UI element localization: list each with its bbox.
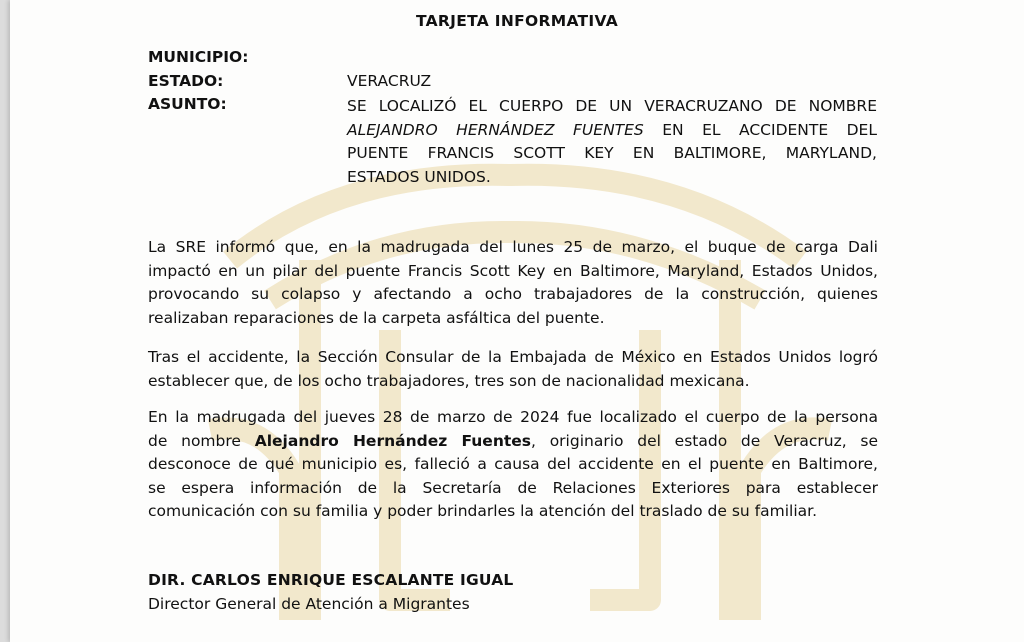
p2-line-2: establecer que, de los ocho trabajadores, tres son de nacionalidad mexicana. <box>148 371 750 390</box>
p3-line-5: comunicación con su familia y poder brindarles la atención del traslado de su familiar. <box>148 502 818 520</box>
asunto-line-1: SE LOCALIZÓ EL CUERPO DE UN VERACRUZANO DE NOMBRE <box>347 97 877 115</box>
paragraph-3 <box>148 406 878 524</box>
municipio-label: MUNICIPIO: <box>148 48 249 66</box>
estado-value: VERACRUZ <box>347 72 432 90</box>
p2-line-1: Tras el accidente, la Sección Consular de la Embajada de México en Estados Unidos logró <box>148 348 878 366</box>
asunto-line-3: PUENTE FRANCIS SCOTT KEY EN BALTIMORE, MARYLAND, <box>347 144 877 162</box>
p3-line-2 <box>148 430 878 454</box>
p1-line-1: La SRE informó que, en la madrugada del lunes 25 de marzo, el buque de carga Dali <box>148 238 878 256</box>
asunto-text <box>347 95 877 189</box>
p1-line-2: impactó en un pilar del puente Francis Scott Key en Baltimore, Maryland, Estados Unidos, <box>148 261 878 280</box>
p3-person-name: Alejandro Hernández Fuentes <box>254 431 532 450</box>
p3-line-2-pre: de nombre <box>148 431 241 450</box>
asunto-name: ALEJANDRO HERNÁNDEZ FUENTES <box>347 120 644 139</box>
paragraph-1 <box>148 236 878 330</box>
p3-line-1: En la madrugada del jueves 28 de marzo de 2024 fue localizado el cuerpo de la persona <box>148 408 878 426</box>
signature-name: DIR. CARLOS ENRIQUE ESCALANTE IGUAL <box>148 571 514 589</box>
asunto-label: ASUNTO: <box>148 95 227 113</box>
asunto-line-4: ESTADOS UNIDOS. <box>347 167 491 186</box>
p3-line-2-post: , originario del estado de Veracruz, se <box>531 431 879 450</box>
paragraph-2 <box>148 346 878 393</box>
signature-role: Director General de Atención a Migrantes <box>148 595 470 613</box>
document-title: TARJETA INFORMATIVA <box>415 12 619 30</box>
document-page <box>10 0 1024 642</box>
p3-line-4: se espera información de la Secretaría de Relaciones Exteriores para establecer <box>148 478 878 497</box>
p1-line-4: realizaban reparaciones de la carpeta asfáltica del puente. <box>148 308 605 327</box>
p3-line-3: desconoce de qué municipio es, falleció a causa del accidente en el puente en Baltimore, <box>148 455 878 473</box>
p1-line-3: provocando su colapso y afectando a ocho trabajadores de la construcción, quienes <box>148 285 878 303</box>
estado-label: ESTADO: <box>148 72 224 90</box>
asunto-line-2-rest: EN EL ACCIDENTE DEL <box>662 120 877 139</box>
asunto-line-2 <box>347 119 877 143</box>
